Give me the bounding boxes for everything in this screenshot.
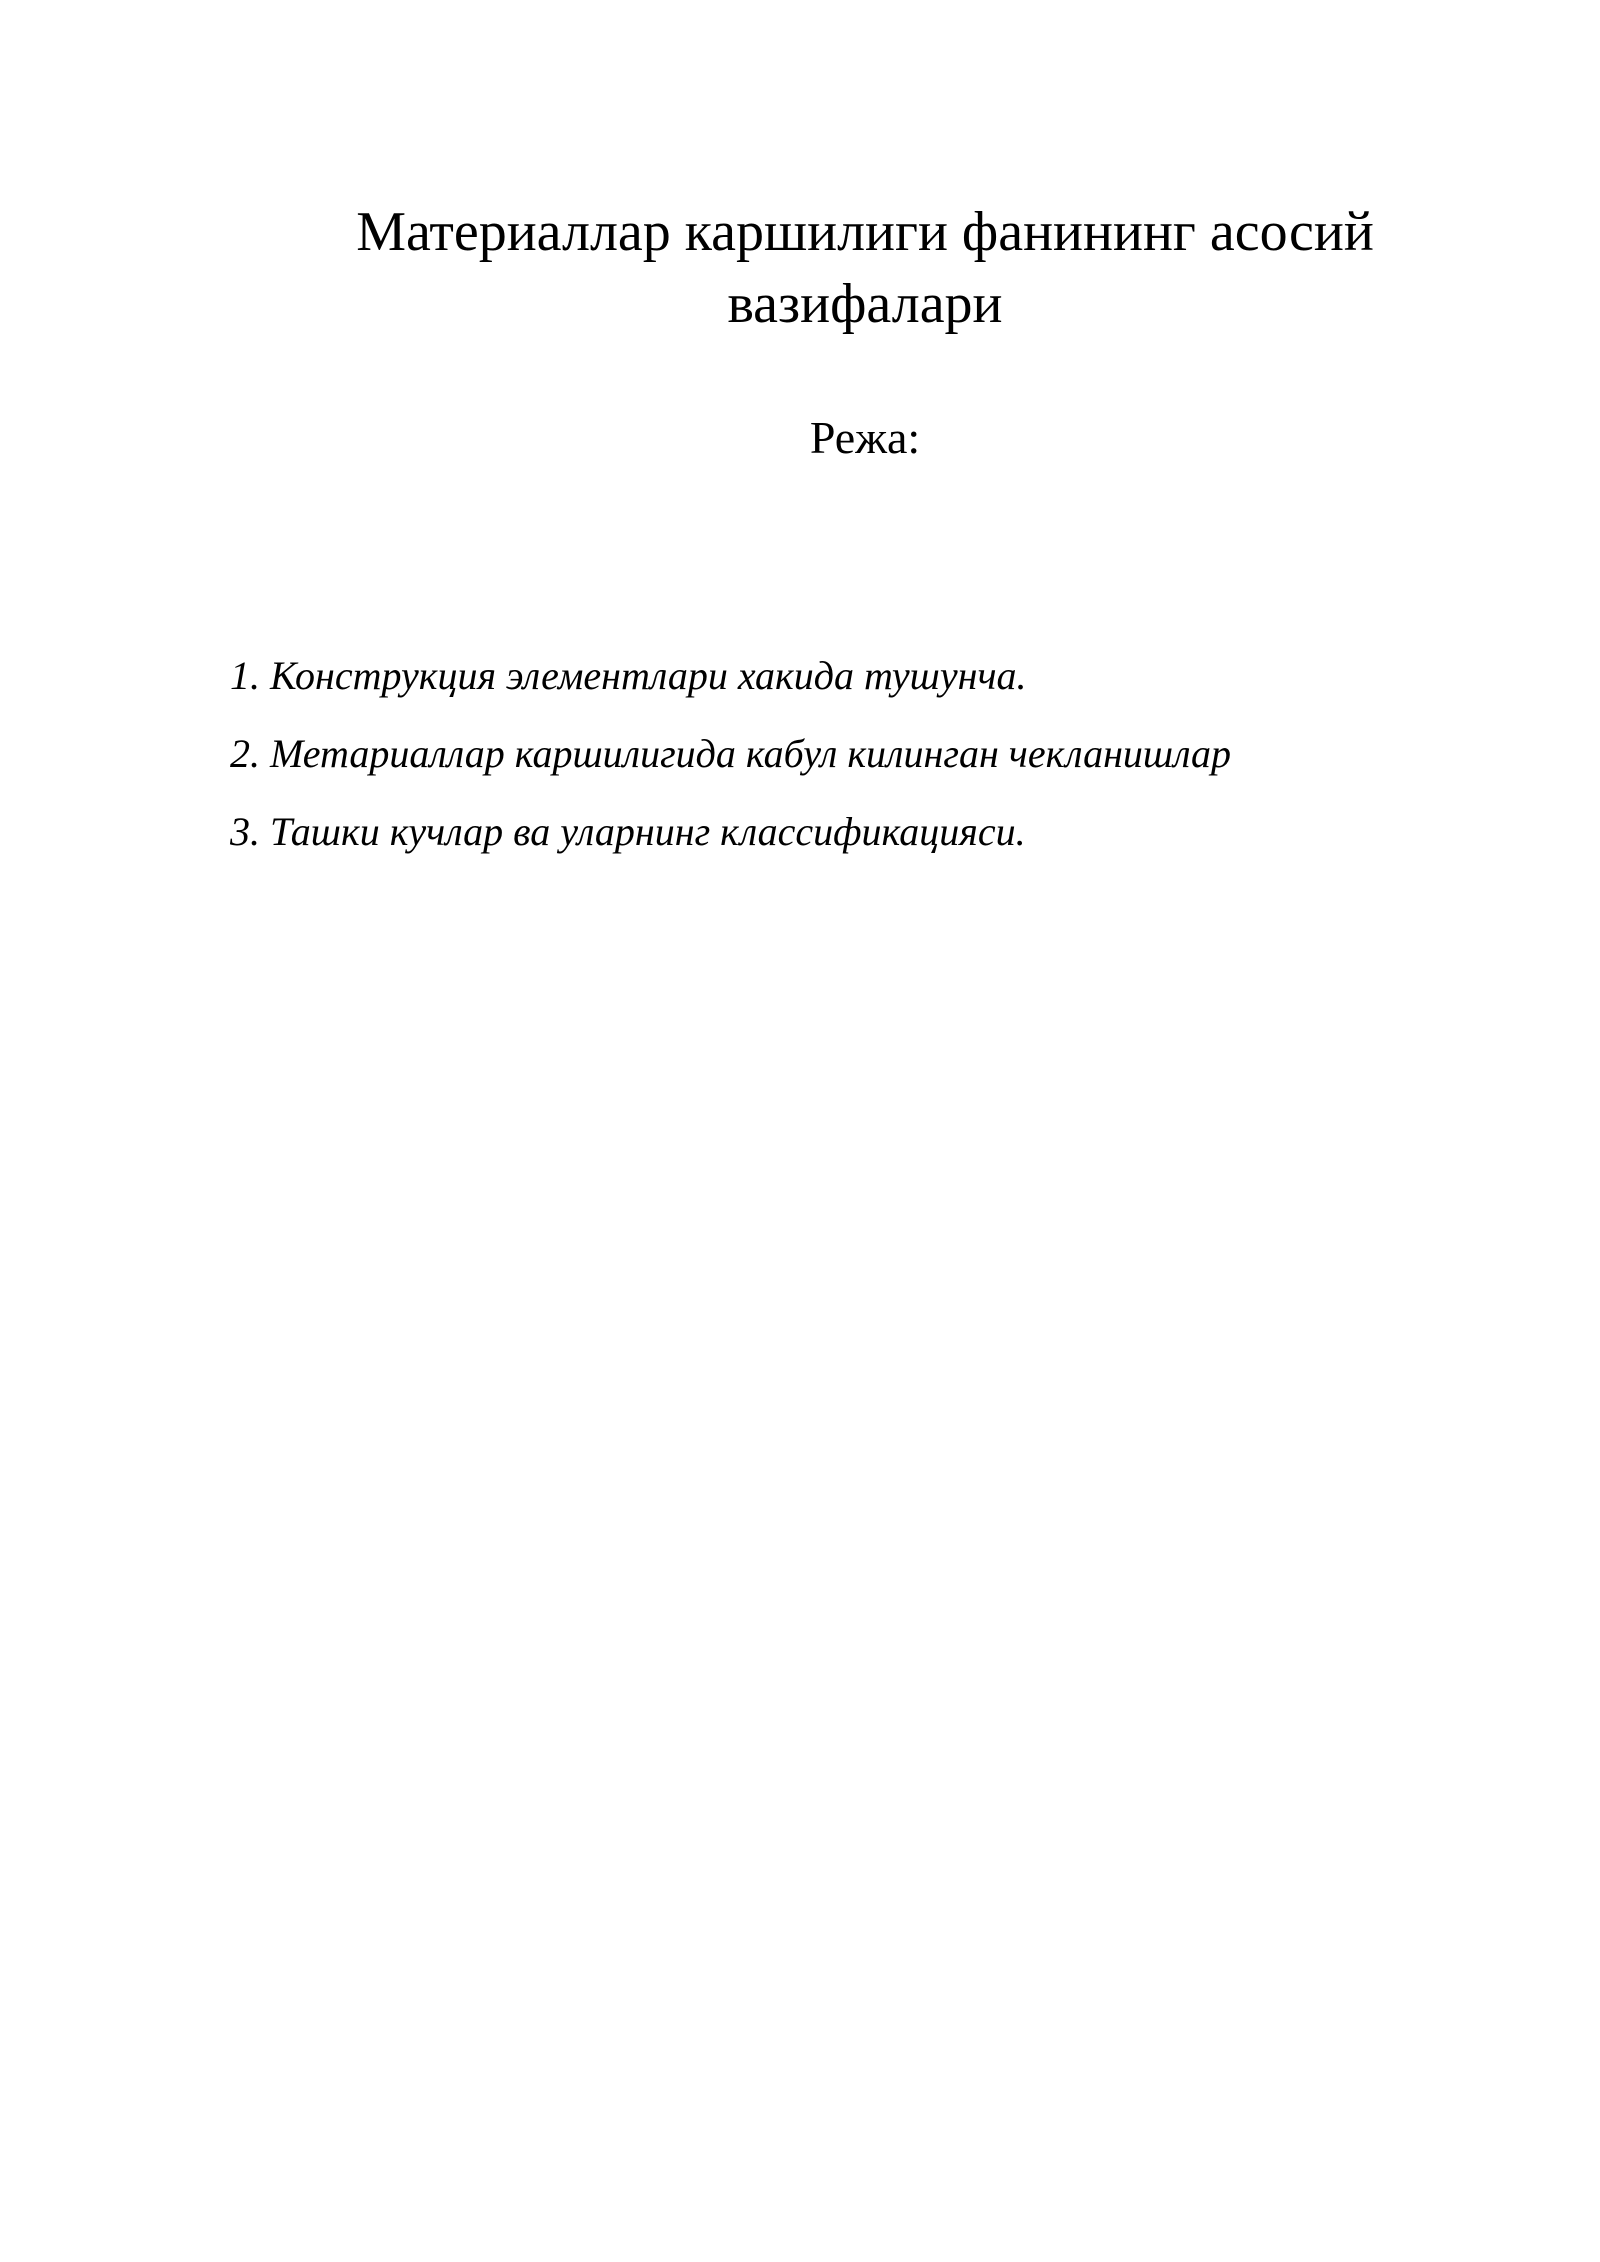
plan-item-text: Метариаллар каршилигида кабул килинган чекланишлар [270,731,1232,776]
plan-item-number: 1. [230,653,260,698]
plan-list [230,650,1430,884]
plan-item-number: 2. [230,731,260,776]
plan-item [230,650,1430,702]
document-title: Материаллар каршилиги фанининг асосий вазифалари [356,201,1374,335]
plan-heading: Режа: [809,412,921,463]
plan-item [230,806,1430,858]
plan-item-text: Конструкция элементлари хакида тушунча. [270,653,1027,698]
plan-item [230,728,1430,780]
plan-item-text: Ташки кучлар ва уларнинг классификацияси. [270,809,1026,854]
plan-item-number: 3. [230,809,260,854]
